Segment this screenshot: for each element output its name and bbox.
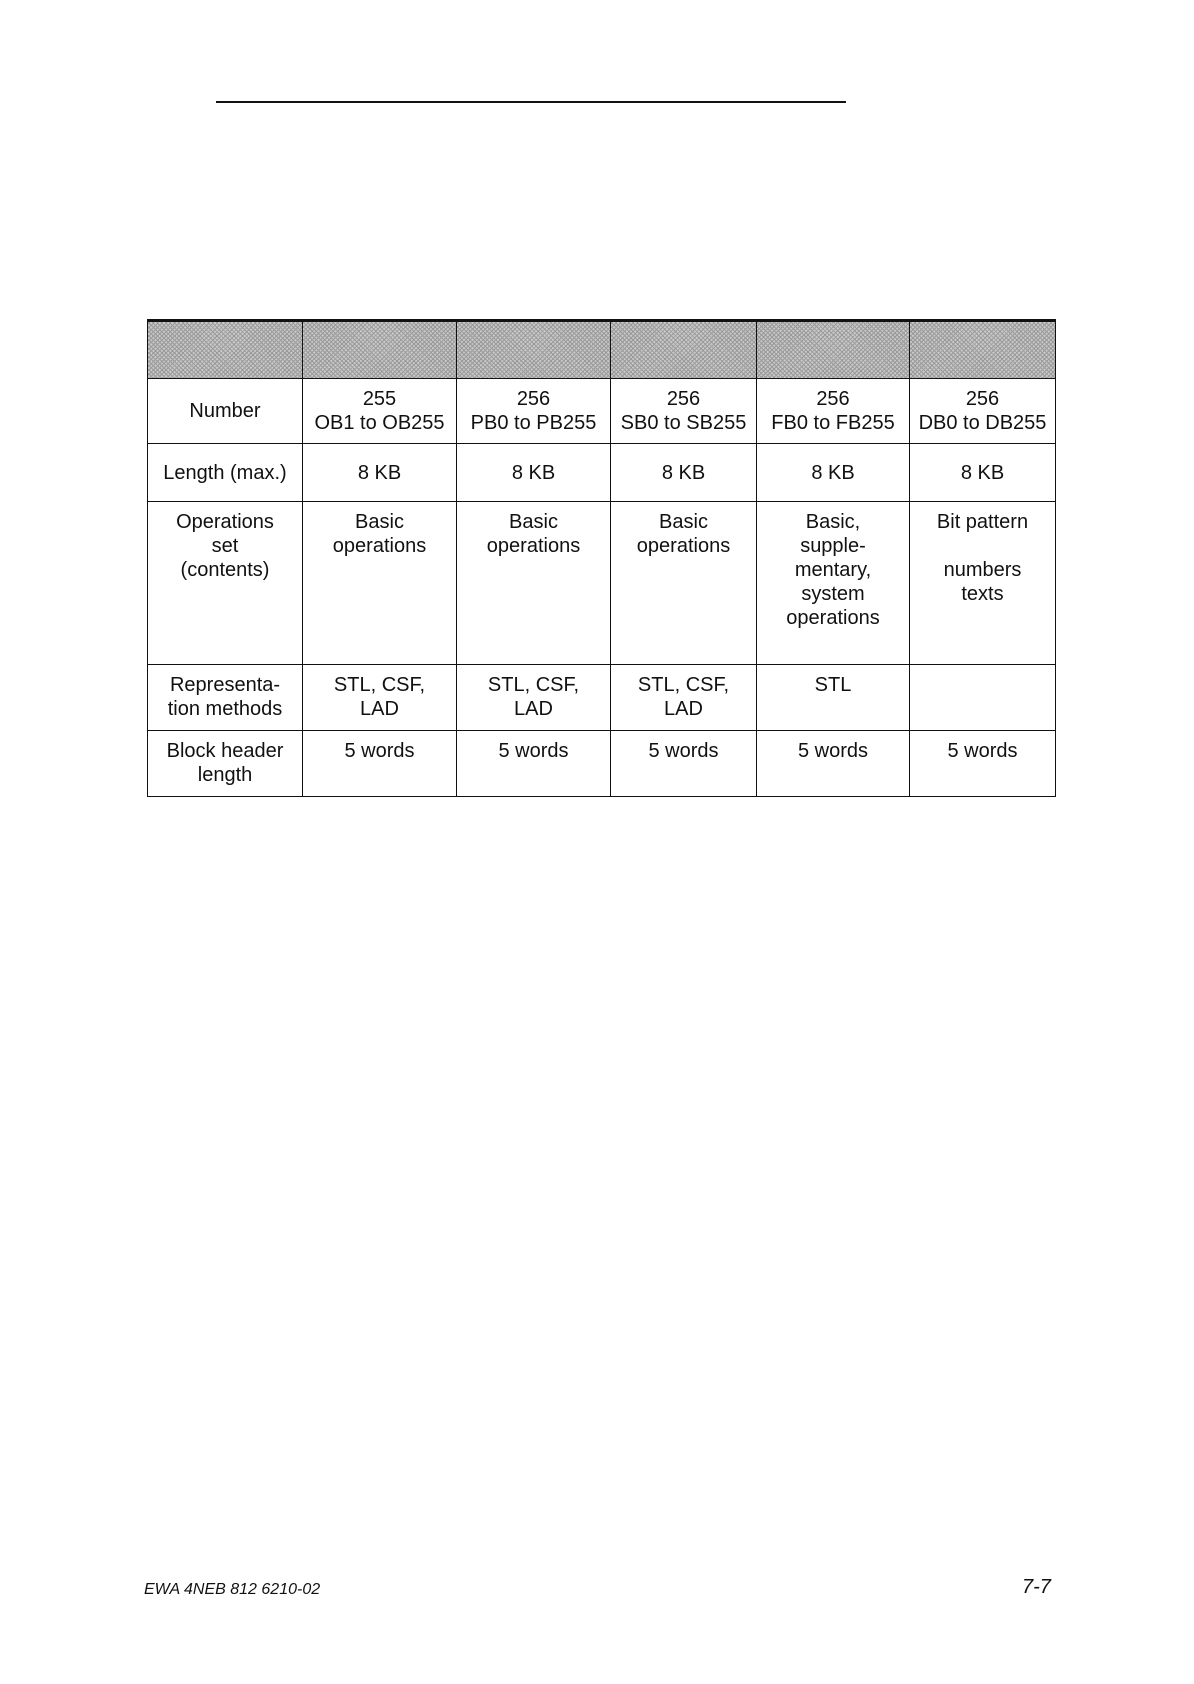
table-cell: 5 words (457, 731, 611, 797)
table-cell: 5 words (757, 731, 910, 797)
table-cell: Basic, supple- mentary, system operations (757, 502, 910, 665)
table-cell: 5 words (303, 731, 457, 797)
header-cell (457, 321, 611, 379)
table-cell: Basic operations (611, 502, 757, 665)
table-cell: 8 KB (303, 444, 457, 502)
table-cell (910, 665, 1056, 731)
table-cell: 256 PB0 to PB255 (457, 379, 611, 444)
table-cell: 8 KB (757, 444, 910, 502)
row-label: Block header length (148, 731, 303, 797)
table-row-header-length (148, 731, 1056, 797)
table-cell: Basic operations (303, 502, 457, 665)
row-label: Representa- tion methods (148, 665, 303, 731)
top-rule (216, 101, 846, 103)
table-cell: STL, CSF, LAD (611, 665, 757, 731)
header-cell (910, 321, 1056, 379)
table-cell: STL, CSF, LAD (457, 665, 611, 731)
table-row-number (148, 379, 1056, 444)
row-label: Number (148, 379, 303, 444)
table-row-length (148, 444, 1056, 502)
row-label: Length (max.) (148, 444, 303, 502)
header-cell (303, 321, 457, 379)
table-cell: 256 FB0 to FB255 (757, 379, 910, 444)
table-row-operations (148, 502, 1056, 665)
table-cell: 256 SB0 to SB255 (611, 379, 757, 444)
block-types-table (147, 319, 1056, 797)
header-cell (611, 321, 757, 379)
table-row-representation (148, 665, 1056, 731)
table-header-row (148, 321, 1056, 379)
table-cell: Bit pattern numbers texts (910, 502, 1056, 665)
table-cell: 255 OB1 to OB255 (303, 379, 457, 444)
header-cell (148, 321, 303, 379)
footer-page-number: 7-7 (1022, 1576, 1051, 1598)
table-cell: 8 KB (611, 444, 757, 502)
table-cell: STL, CSF, LAD (303, 665, 457, 731)
table-cell: 256 DB0 to DB255 (910, 379, 1056, 444)
table-cell: STL (757, 665, 910, 731)
table-cell: 5 words (611, 731, 757, 797)
header-cell (757, 321, 910, 379)
table-cell: 8 KB (910, 444, 1056, 502)
table-cell: Basic operations (457, 502, 611, 665)
table-cell: 5 words (910, 731, 1056, 797)
row-label: Operations set (contents) (148, 502, 303, 665)
footer-doc-id: EWA 4NEB 812 6210-02 (144, 1581, 321, 1598)
table-cell: 8 KB (457, 444, 611, 502)
